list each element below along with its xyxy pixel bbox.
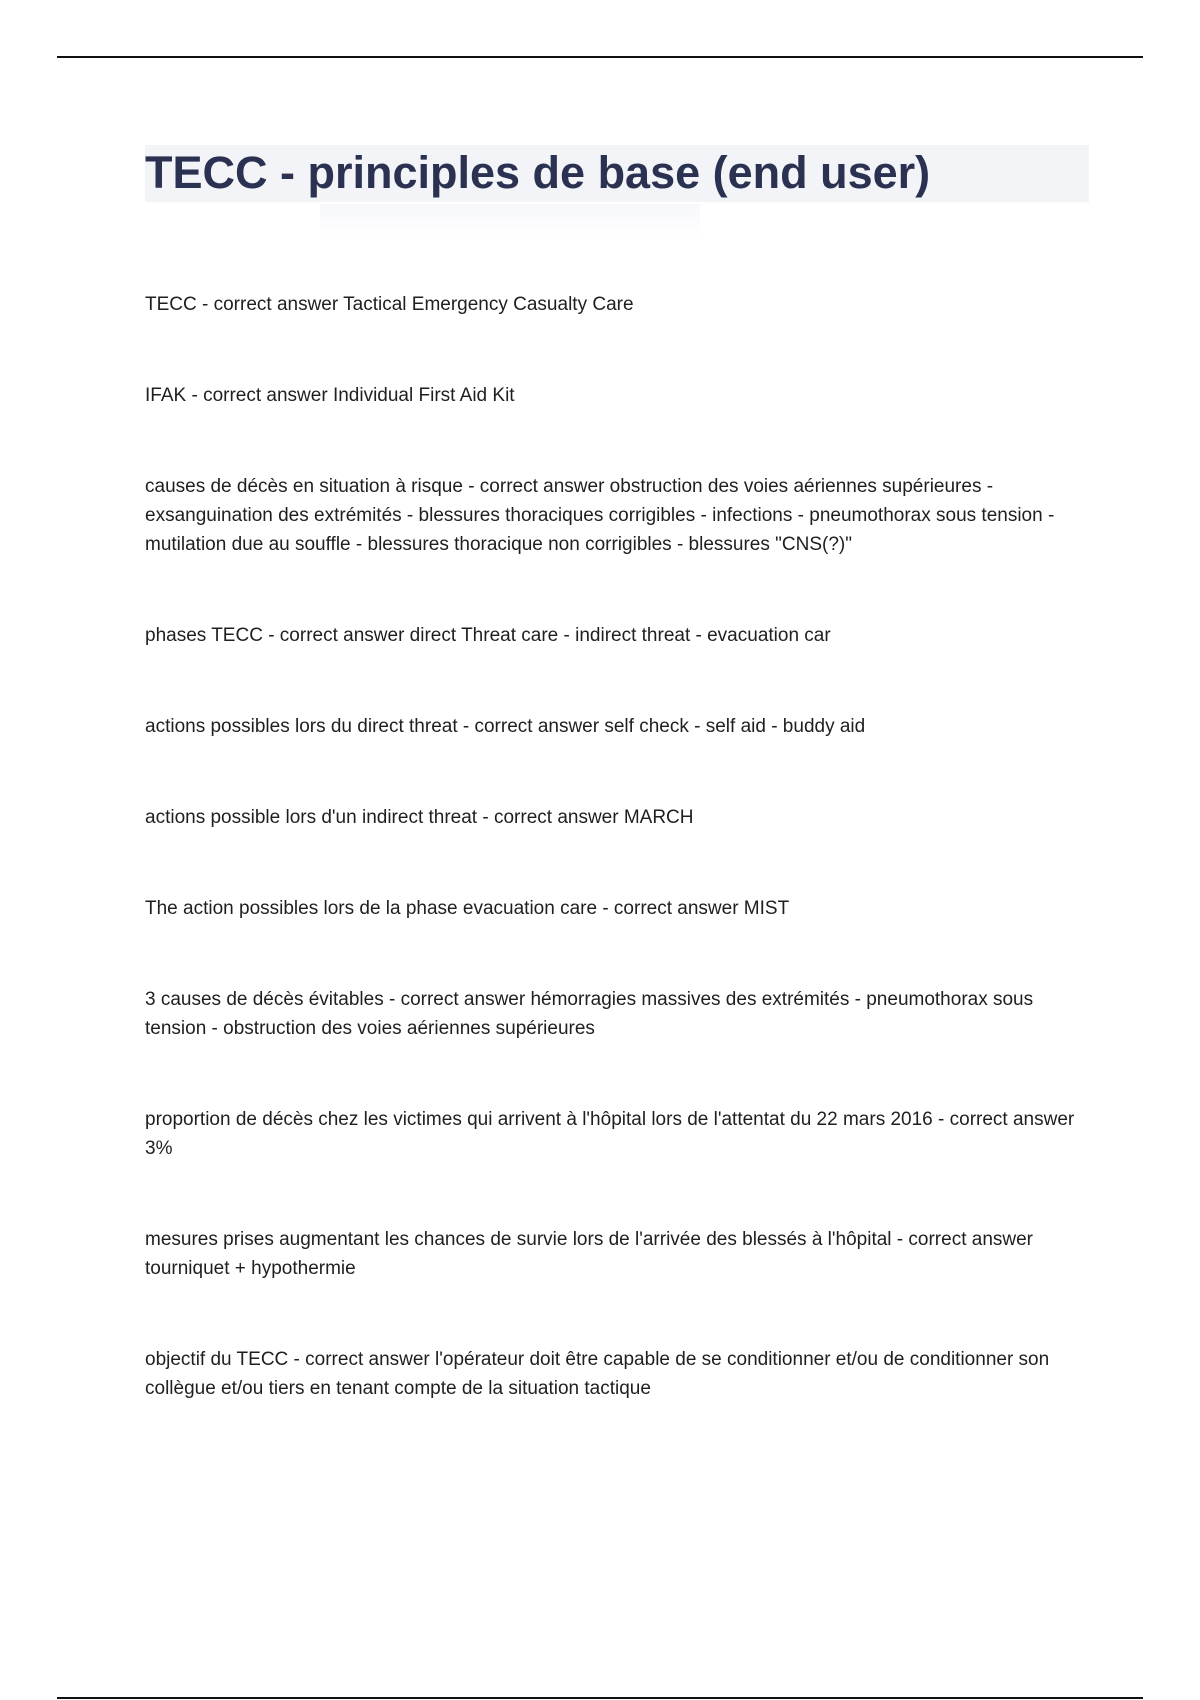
list-item: mesures prises augmentant les chances de survie lors de l'arrivée des blessés à l'hôpital - correct answer tourniquet + hypothermie: [145, 1229, 1033, 1279]
list-item: phases TECC - correct answer direct Threat care - indirect threat - evacuation car: [145, 625, 831, 646]
title-shadow: [320, 204, 700, 240]
list-item: proportion de décès chez les victimes qui arrivent à l'hôpital lors de l'attentat du 22 mars 2016 - correct answer 3%: [145, 1109, 1075, 1159]
bottom-rule: [57, 1697, 1143, 1699]
top-rule: [57, 56, 1143, 58]
list-item: actions possibles lors du direct threat - correct answer self check - self aid - buddy aid: [145, 716, 866, 737]
list-item: objectif du TECC - correct answer l'opérateur doit être capable de se conditionner et/ou de conditionner son collègue et/ou tiers en tenant compte de la situation tactique: [145, 1349, 1050, 1399]
flashcard-list: [145, 290, 1085, 1403]
list-item: TECC - correct answer Tactical Emergency Casualty Care: [145, 294, 634, 315]
list-item: 3 causes de décès évitables - correct answer hémorragies massives des extrémités - pneumothorax sous tension - obstruction des voies aériennes supérieures: [145, 989, 1034, 1039]
page-title: TECC - principles de base (end user): [145, 147, 931, 198]
list-item: actions possible lors d'un indirect threat - correct answer MARCH: [145, 807, 694, 828]
list-item: causes de décès en situation à risque - correct answer obstruction des voies aériennes supérieures - exsanguination des extrémités - blessures thoraciques corrigibles - infections - pneumothorax sous tension - mutilation due au souffle - blessures thoracique non corrigibles - blessures "CNS(?)": [145, 476, 1055, 555]
list-item: IFAK - correct answer Individual First Aid Kit: [145, 385, 515, 406]
list-item: The action possibles lors de la phase evacuation care - correct answer MIST: [145, 898, 790, 919]
